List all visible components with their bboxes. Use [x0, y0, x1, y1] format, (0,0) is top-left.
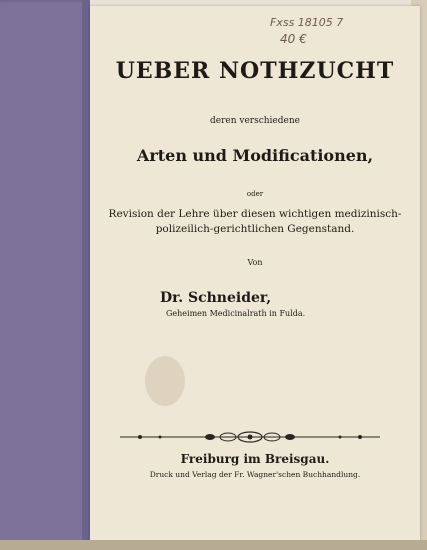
conjunction-text: oder: [246, 190, 264, 198]
cover-edge: [82, 0, 90, 550]
paper-stain: [145, 356, 185, 406]
publication-place: Freiburg im Breisgau.: [180, 452, 330, 466]
background-surface: [0, 540, 427, 550]
publisher-line: Druck und Verlag der Fr. Wagner'schen Buchhandlung.: [149, 470, 361, 479]
author-name: Dr. Schneider,: [160, 290, 272, 306]
handwritten-price: 40 €: [280, 32, 307, 46]
title-page: [90, 6, 420, 542]
by-text: Von: [247, 258, 263, 267]
author-title: Geheimen Medicinalrath in Fulda.: [166, 309, 306, 318]
subtitle-line-2: Arten und Modificationen,: [136, 146, 374, 165]
ornament-divider-icon: [120, 431, 380, 443]
book-title: UEBER NOTHZUCHT: [115, 58, 395, 84]
revision-line-2: polizeilich-gerichtlichen Gegenstand.: [155, 223, 355, 235]
subtitle-line-1: deren verschiedene: [210, 116, 300, 126]
book-cover-spine: [0, 0, 90, 550]
revision-line-1: Revision der Lehre über diesen wichtigen medizinisch-: [108, 208, 402, 220]
handwritten-shelfmark: Fxss 18105 7: [270, 16, 344, 29]
